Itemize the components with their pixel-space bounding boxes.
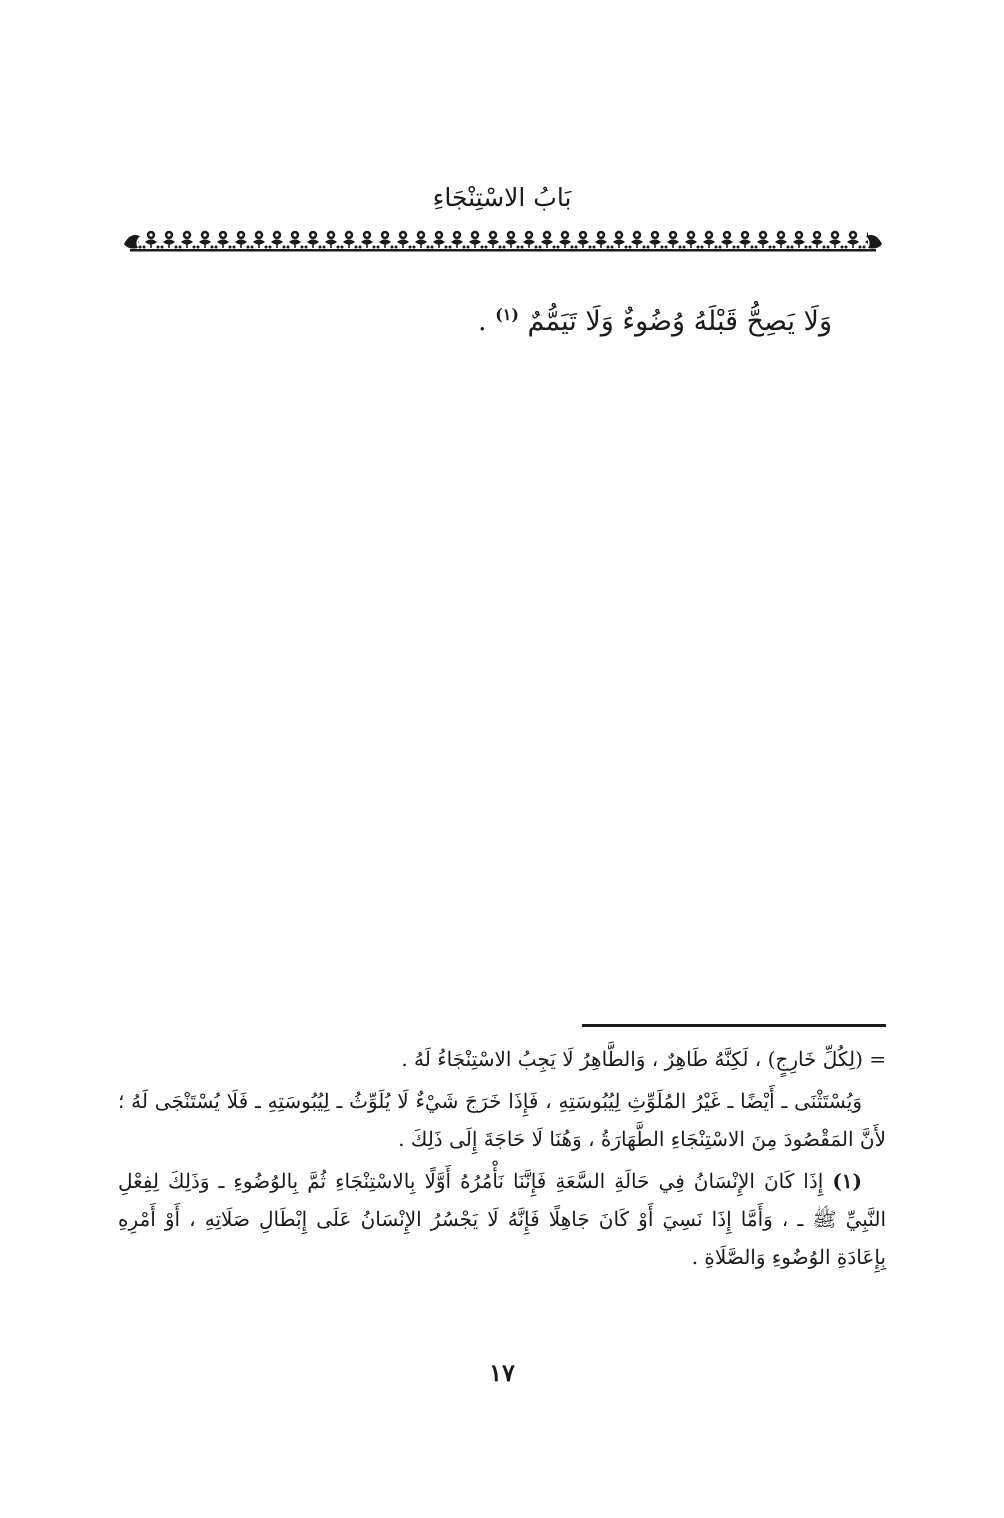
page-number: ١٧ bbox=[489, 1358, 515, 1387]
main-sentence: وَلَا يَصِحُّ قَبْلَهُ وُضُوءٌ وَلَا تَيَمُّمٌ bbox=[527, 306, 832, 337]
main-end-punctuation: . bbox=[478, 306, 487, 337]
floral-border-ornament bbox=[124, 228, 882, 252]
footnote-1-text: إِذَا كَانَ الإِنْسَانُ فِي حَالَةِ السَّعَةِ فَإِنَّنَا نَأْمُرُهُ أَوَّلًا بِالاسْتِنْجَاءِ ثُمَّ بِالوُضُوءِ ـ وَذَلِكَ لِفِعْلِ النَّبِيِّ ﷺ ـ ، وَأَمَّا إِذَا نَسِيَ أَوْ كَانَ جَاهِلًا فَإِنَّهُ لَا يَجْسُرُ الإِنْسَانُ عَلَى إِبْطَالِ صَلَاتِهِ ، أَوْ أَمْرِهِ بِإِعَادَةِ الوُضُوءِ وَالصَّلَاةِ . bbox=[118, 1169, 886, 1269]
footnote-continuation: = (لِكُلِّ خَارِجٍ) ، لَكِنَّهُ طَاهِرٌ ، وَالطَّاهِرُ لَا يَجِبُ الاسْتِنْجَاءُ لَهُ . bbox=[401, 1047, 886, 1071]
footnote-number: (١) bbox=[832, 1169, 863, 1193]
footnote-reference[interactable]: (١) bbox=[495, 305, 519, 324]
footnote-separator bbox=[582, 1024, 886, 1027]
footnote-1 bbox=[118, 1162, 886, 1276]
chapter-title: بَابُ الاسْتِنْجَاءِ bbox=[432, 183, 572, 212]
footnote-paragraph: وَيُسْتَثْنَى ـ أَيْضًا ـ غَيْرُ المُلَوِّثِ لِيُبُوسَتِهِ ، فَإِذَا خَرَجَ شَيْءٌ لَا يُلَوِّثُ ـ لِيُبُوسَتِهِ ـ فَلَا يُسْتَنْجَى لَهُ ؛ لأَنَّ المَقْصُودَ مِنَ الاسْتِنْجَاءِ الطَّهَارَةُ ، وَهُنَا لَا حَاجَةَ إِلَى ذَلِكَ . bbox=[118, 1089, 886, 1151]
main-text bbox=[132, 300, 832, 344]
footnotes-section bbox=[118, 1040, 886, 1280]
